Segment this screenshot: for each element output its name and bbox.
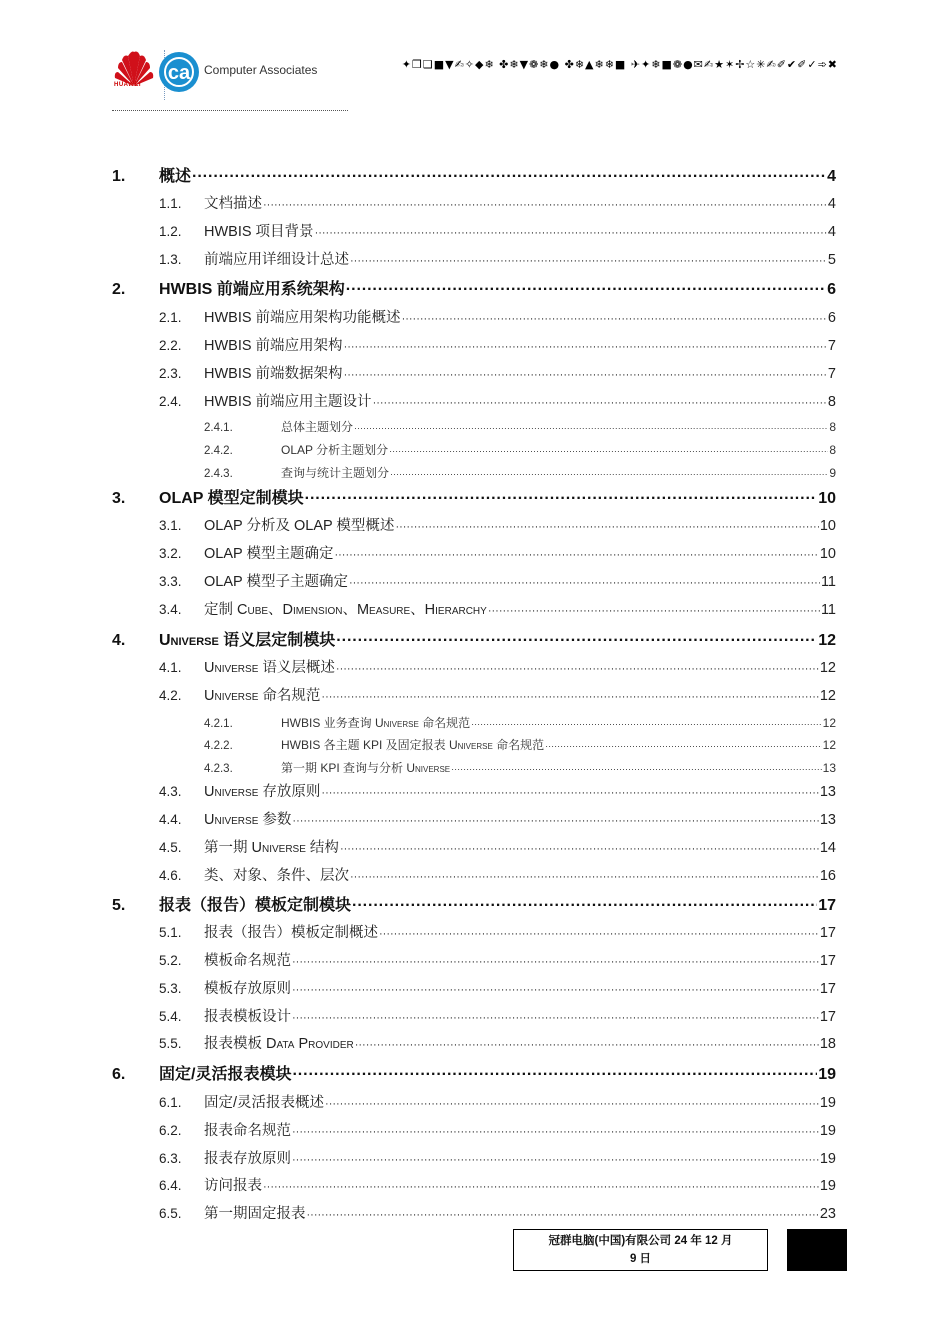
toc-page-number: 19 [819,1151,836,1167]
footer-company-box [513,1229,768,1271]
toc-entry-level-1[interactable] [112,485,836,508]
toc-entry-level-2[interactable] [112,334,836,355]
toc-dot-leader [355,1039,819,1051]
toc-entry-level-2[interactable] [112,362,836,383]
toc-page-number: 16 [819,868,836,884]
toc-entry-level-3[interactable] [112,759,836,776]
toc-entry-title: HWBIS 前端应用架构功能概述 [204,310,401,326]
toc-page-number: 7 [827,366,836,382]
header-symbol-text: ✦❒❑■▼✍✧◆❄ ✤❄▼❁❄● ✤❄▲❄❄■ ✈✦❄■❁●✉✍★✶✢☆✳✍✐✔✐✓➾✖ [401,58,838,71]
toc-dot-leader [373,397,827,409]
toc-page-number: 13 [819,784,836,800]
toc-entry-level-2[interactable] [112,1091,836,1112]
toc-page-number: 12 [818,632,836,649]
toc-dot-leader [292,815,818,827]
toc-dot-leader [545,741,822,751]
toc-entry-title: OLAP 模型主题确定 [204,546,334,562]
toc-entry-title: 查询与统计主题划分 [281,466,390,480]
toc-entry-title: 报表模板设计 [204,1009,291,1025]
toc-dot-leader [349,577,820,589]
toc-entry-level-3[interactable] [112,418,836,435]
toc-entry-level-3[interactable] [112,714,836,731]
toc-dot-leader [336,663,819,675]
toc-page-number: 12 [822,716,836,730]
toc-entry-level-2[interactable] [112,248,836,269]
toc-entry-number: 5.5. [159,1036,182,1051]
toc-dot-leader [340,843,819,855]
toc-entry-title: 报表（报告）模板定制概述 [204,925,378,941]
toc-page-number: 6 [827,310,836,326]
toc-page-number: 11 [820,602,836,618]
toc-entry-number: 4.4. [159,812,182,827]
toc-entry-title: OLAP 分析主题划分 [281,443,389,457]
toc-entry-title: Universe 参数 [204,812,292,828]
toc-entry-title: HWBIS 前端应用架构 [204,338,343,354]
toc-page-number: 4 [827,168,836,185]
toc-page-number: 5 [827,252,836,268]
toc-entry-title: 模板命名规范 [204,953,291,969]
toc-dot-leader [395,521,818,533]
toc-entry-number: 4.2. [159,688,182,703]
toc-entry-number: 4.2.1. [204,718,233,730]
toc-dot-leader [354,423,828,433]
toc-entry-level-1[interactable] [112,627,836,650]
toc-page-number: 12 [819,660,836,676]
toc-entry-level-1[interactable] [112,276,836,299]
toc-entry-number: 4.2.3. [204,763,233,775]
toc-entry-number: 5.1. [159,925,182,940]
toc-entry-number: 4.3. [159,784,182,799]
toc-entry-title: Universe 语义层概述 [204,660,335,676]
toc-entry-level-2[interactable] [112,570,836,591]
toc-entry-title: 报表命名规范 [204,1123,291,1139]
toc-dot-leader [321,787,818,799]
toc-entry-number: 4. [112,632,126,649]
toc-entry-title: 报表（报告）模板定制模块 [159,897,352,914]
toc-entry-level-2[interactable] [112,220,836,241]
toc-dot-leader [263,1181,819,1193]
toc-dot-leader [352,897,817,915]
toc-entry-title: 文档描述 [204,196,262,212]
toc-entry-level-1[interactable] [112,1061,836,1084]
toc-page-number: 19 [819,1123,836,1139]
header-rule [112,110,348,111]
toc-page-number: 17 [818,897,836,914]
toc-dot-leader [344,341,827,353]
toc-dot-leader [451,764,822,774]
toc-page-number: 17 [819,981,836,997]
toc-page-number: 23 [819,1206,836,1222]
toc-page-number: 11 [820,574,836,590]
toc-entry-number: 2.4.2. [204,445,233,457]
toc-dot-leader [471,719,822,729]
toc-dot-leader [379,928,819,940]
toc-dot-leader [292,956,819,968]
toc-dot-leader [292,1154,819,1166]
toc-entry-title: Universe 命名规范 [204,688,321,704]
toc-entry-number: 3.3. [159,574,182,589]
toc-entry-level-2[interactable] [112,977,836,998]
toc-entry-number: 1. [112,168,126,185]
toc-dot-leader [292,1066,817,1084]
toc-dot-leader [263,199,827,211]
toc-entry-title: Universe 存放原则 [204,784,321,800]
toc-entry-number: 3. [112,490,126,507]
toc-page-number: 10 [819,518,836,534]
toc-page-number: 10 [819,546,836,562]
toc-dot-leader [305,490,818,508]
svg-text:ca: ca [167,62,191,84]
toc-entry-level-2[interactable] [112,656,836,677]
toc-page-number: 19 [819,1178,836,1194]
toc-entry-number: 6. [112,1066,126,1083]
toc-entry-number: 3.2. [159,546,182,561]
toc-dot-leader [292,1126,819,1138]
toc-entry-number: 3.4. [159,602,182,617]
toc-dot-leader [292,1012,819,1024]
toc-entry-title: 固定/灵活报表模块 [159,1066,292,1083]
toc-entry-title: 第一期 Universe 结构 [204,840,339,856]
toc-dot-leader [321,691,818,703]
toc-dot-leader [350,255,827,267]
toc-page-number: 12 [819,688,836,704]
toc-entry-level-2[interactable] [112,1202,836,1223]
toc-entry-title: 报表存放原则 [204,1151,291,1167]
toc-entry-number: 5.4. [159,1009,182,1024]
toc-dot-leader [192,168,826,186]
toc-entry-number: 4.6. [159,868,182,883]
toc-entry-level-2[interactable] [112,1032,836,1053]
toc-entry-number: 5.2. [159,953,182,968]
toc-entry-title: 定制 Cube、Dimension、Measure、Hierarchy [204,602,487,618]
footer-page-block [787,1229,847,1271]
toc-dot-leader [350,871,819,883]
toc-entry-number: 1.3. [159,252,182,267]
toc-entry-number: 6.5. [159,1206,182,1221]
toc-entry-title: 访问报表 [204,1178,262,1194]
toc-entry-number: 1.1. [159,196,182,211]
footer-company-date: 冠群电脑(中国)有限公司 24 年 12 月 [548,1235,733,1247]
toc-entry-number: 4.5. [159,840,182,855]
toc-entry-level-2[interactable] [112,1147,836,1168]
toc-page-number: 12 [822,738,836,752]
toc-entry-level-1[interactable] [112,892,836,915]
toc-entry-number: 5. [112,897,126,914]
toc-entry-level-2[interactable] [112,949,836,970]
toc-page-number: 7 [827,338,836,354]
toc-page-number: 13 [819,812,836,828]
toc-entry-level-2[interactable] [112,1174,836,1195]
toc-entry-level-3[interactable] [112,464,836,481]
toc-entry-number: 2.3. [159,366,182,381]
toc-entry-level-2[interactable] [112,921,836,942]
toc-dot-leader [307,1209,819,1221]
toc-page-number: 10 [818,490,836,507]
toc-entry-title: OLAP 模型定制模块 [159,490,304,507]
toc-entry-number: 6.4. [159,1178,182,1193]
toc-dot-leader [389,446,828,456]
toc-page-number: 4 [827,196,836,212]
toc-page-number: 18 [819,1036,836,1052]
toc-page-number: 6 [827,281,836,298]
toc-dot-leader [336,632,817,650]
toc-entry-level-2[interactable] [112,684,836,705]
company-name: Computer Associates [204,63,318,77]
toc-entry-number: 6.1. [159,1095,182,1110]
toc-entry-level-3[interactable] [112,736,836,753]
toc-entry-title: Universe 语义层定制模块 [159,632,336,649]
toc-entry-title: 模板存放原则 [204,981,291,997]
toc-page-number: 17 [819,925,836,941]
toc-entry-number: 6.2. [159,1123,182,1138]
toc-entry-number: 2.4. [159,394,182,409]
toc-entry-title: HWBIS 前端应用主题设计 [204,394,372,410]
toc-entry-title: HWBIS 业务查询 Universe 命名规范 [281,716,471,730]
toc-dot-leader [390,469,828,479]
toc-page-number: 17 [819,1009,836,1025]
toc-page-number: 13 [822,761,836,775]
toc-page-number: 19 [818,1066,836,1083]
toc-dot-leader [488,605,820,617]
toc-entry-number: 2.1. [159,310,182,325]
toc-entry-level-2[interactable] [112,390,836,411]
toc-entry-level-2[interactable] [112,780,836,801]
toc-entry-title: OLAP 模型子主题确定 [204,574,348,590]
toc-entry-level-2[interactable] [112,306,836,327]
toc-page-number: 8 [827,394,836,410]
footer-day: 9 日 [629,1253,652,1265]
toc-entry-number: 2.4.1. [204,422,233,434]
toc-page-number: 19 [819,1095,836,1111]
toc-entry-title: HWBIS 前端数据架构 [204,366,343,382]
toc-entry-number: 3.1. [159,518,182,533]
toc-dot-leader [346,281,826,299]
toc-dot-leader [292,984,819,996]
toc-entry-level-2[interactable] [112,836,836,857]
toc-entry-number: 4.2.2. [204,740,233,752]
toc-entry-level-2[interactable] [112,192,836,213]
toc-entry-title: 第一期固定报表 [204,1206,306,1222]
toc-entry-level-2[interactable] [112,1005,836,1026]
toc-entry-level-2[interactable] [112,542,836,563]
toc-dot-leader [402,313,827,325]
toc-entry-title: 固定/灵活报表概述 [204,1095,325,1111]
toc-entry-title: 类、对象、条件、层次 [204,868,349,884]
toc-page-number: 8 [829,420,836,434]
toc-entry-number: 2. [112,281,126,298]
toc-entry-title: 概述 [159,168,192,185]
toc-entry-title: 前端应用详细设计总述 [204,252,349,268]
toc-entry-number: 6.3. [159,1151,182,1166]
toc-entry-number: 2.4.3. [204,468,233,480]
toc-entry-level-1[interactable] [112,163,836,186]
toc-entry-number: 1.2. [159,224,182,239]
toc-entry-title: HWBIS 各主题 KPI 及固定报表 Universe 命名规范 [281,738,545,752]
toc-dot-leader [344,369,827,381]
toc-page-number: 17 [819,953,836,969]
toc-dot-leader [315,227,827,239]
toc-entry-level-2[interactable] [112,808,836,829]
toc-entry-title: OLAP 分析及 OLAP 模型概述 [204,518,395,534]
toc-entry-level-2[interactable] [112,1119,836,1140]
ca-logo-icon [154,50,204,96]
toc-entry-title: 报表模板 Data Provider [204,1036,354,1052]
toc-entry-title: 第一期 KPI 查询与分析 Universe [281,761,451,775]
toc-page-number: 4 [827,224,836,240]
toc-entry-number: 4.1. [159,660,182,675]
toc-page-number: 14 [819,840,836,856]
toc-page-number: 8 [829,443,836,457]
toc-entry-number: 2.2. [159,338,182,353]
toc-dot-leader [334,549,818,561]
huawei-logo-text: HUAWEI [114,82,141,88]
toc-entry-title: 总体主题划分 [281,420,354,434]
toc-entry-title: HWBIS 项目背景 [204,224,314,240]
page-header [112,40,842,112]
toc-entry-level-3[interactable] [112,441,836,458]
toc-entry-title: HWBIS 前端应用系统架构 [159,281,345,298]
toc-entry-level-2[interactable] [112,598,836,619]
toc-entry-number: 5.3. [159,981,182,996]
toc-dot-leader [325,1098,819,1110]
toc-page-number: 9 [829,466,836,480]
toc-entry-level-2[interactable] [112,864,836,885]
toc-entry-level-2[interactable] [112,514,836,535]
